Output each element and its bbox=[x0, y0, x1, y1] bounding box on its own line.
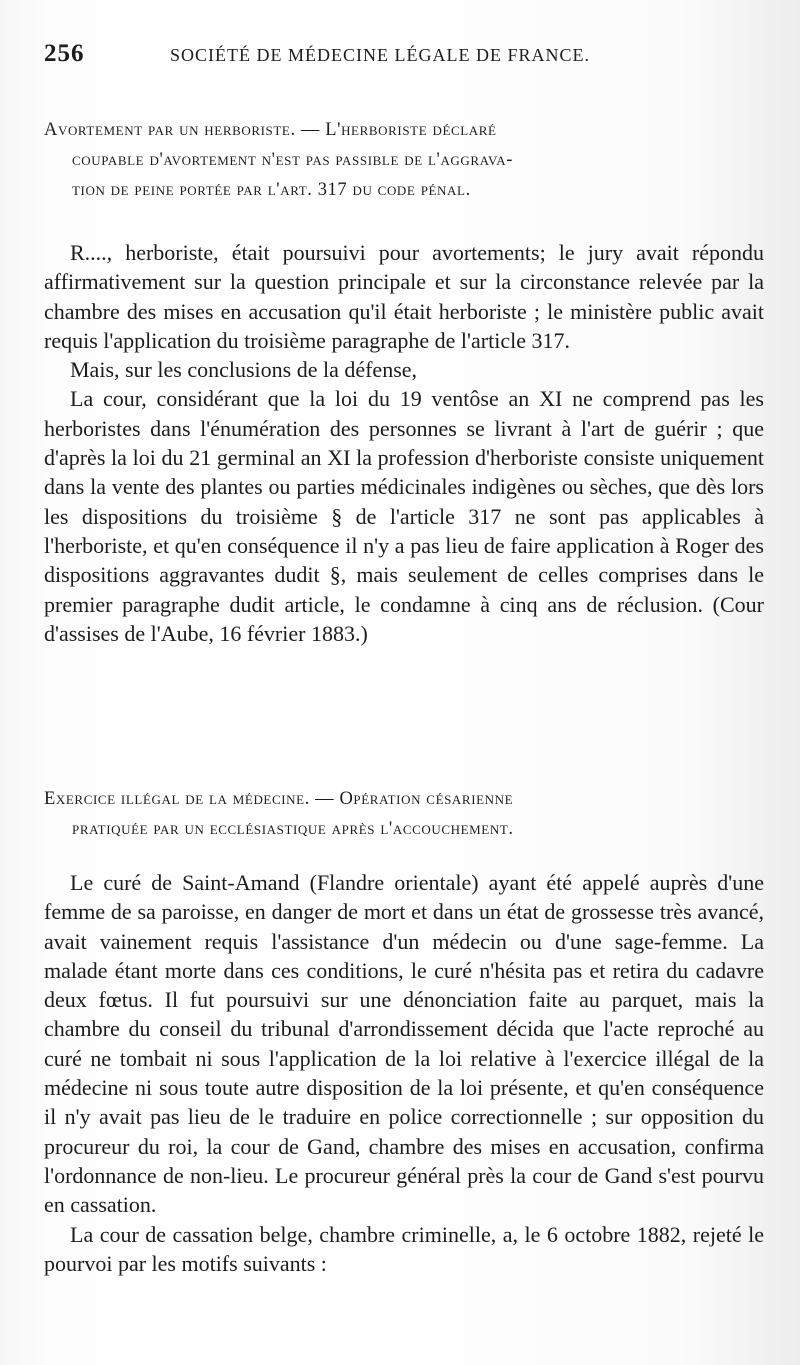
paragraph: Mais, sur les conclusions de la défense, bbox=[70, 357, 418, 383]
section-body-illegal-medicine bbox=[44, 868, 764, 1278]
paragraph: Le curé de Saint-Amand (Flandre orientale) ayant été appelé auprès d'une femme de sa paroisse, en danger de mort et dans un état de grossesse très avancé, avait vainement requis l'assistance d'un médecin ou d'une sage-femme. La malade étant morte dans ces conditions, le curé n'hésita pas et retira du cadavre deux fœtus. Il fut poursuivi sur une dénonciation faite au parquet, mais la chambre du conseil du tribunal d'arrondissement décida que l'acte reproché au curé ne tombait ni sous l'application de la loi relative à l'exercice illégal de la médecine ni sous toute autre disposition de la loi présente, et qu'en conséquence il n'y avait pas lieu de le traduire en police correctionnelle ; sur opposition du procureur du roi, la cour de Gand, chambre des mises en accusation, confirma l'ordonnance de non-lieu. Le procureur général près la cour de Gand s'est pourvu en cassation. bbox=[44, 870, 764, 1218]
heading-line: coupable d'avortement n'est pas passible de l'aggrava- bbox=[72, 150, 514, 170]
heading-line: pratiquée par un ecclésiastique après l'accouchement. bbox=[72, 819, 514, 839]
heading-line: Avortement par un herboriste. — L'herboriste déclaré bbox=[44, 120, 497, 140]
page-number: 256 bbox=[44, 40, 85, 67]
heading-line: Exercice illégal de la médecine. — Opération césarienne bbox=[44, 789, 514, 809]
paragraph: La cour, considérant que la loi du 19 ventôse an XI ne comprend pas les herboristes dans l'énumération des personnes se livrant à l'art de guérir ; que d'après la loi du 21 germinal an XI la profession d'herboriste consiste uniquement dans la vente des plantes ou parties médicinales indigènes ou sèches, que dès lors les dispositions du troisième § de l'article 317 ne sont pas applicables à l'herboriste, et qu'en conséquence il n'y a pas lieu de faire application à Roger des dispositions aggravantes dudit §, mais seulement de celles comprises dans le premier paragraphe dudit article, le condamne à cinq ans de réclusion. (Cour d'assises de l'Aube, 16 février 1883.) bbox=[44, 386, 764, 646]
paragraph: R...., herboriste, était poursuivi pour avortements; le jury avait répondu affirmativement sur la question principale et sur la circonstance relevée par la chambre des mises en accusation qu'il était herboriste ; le ministère public avait requis l'application du troisième paragraphe de l'article 317. bbox=[44, 240, 764, 353]
heading-line: tion de peine portée par l'art. 317 du code pénal. bbox=[72, 180, 471, 200]
paragraph: La cour de cassation belge, chambre criminelle, a, le 6 octobre 1882, rejeté le pourvoi par les motifs suivants : bbox=[44, 1221, 764, 1276]
running-head bbox=[40, 36, 760, 70]
section-body-abortion bbox=[44, 238, 764, 648]
running-title: SOCIÉTÉ DE MÉDECINE LÉGALE DE FRANCE. bbox=[170, 45, 590, 65]
section-heading-abortion bbox=[44, 115, 764, 205]
section-heading-illegal-medicine bbox=[44, 784, 764, 844]
